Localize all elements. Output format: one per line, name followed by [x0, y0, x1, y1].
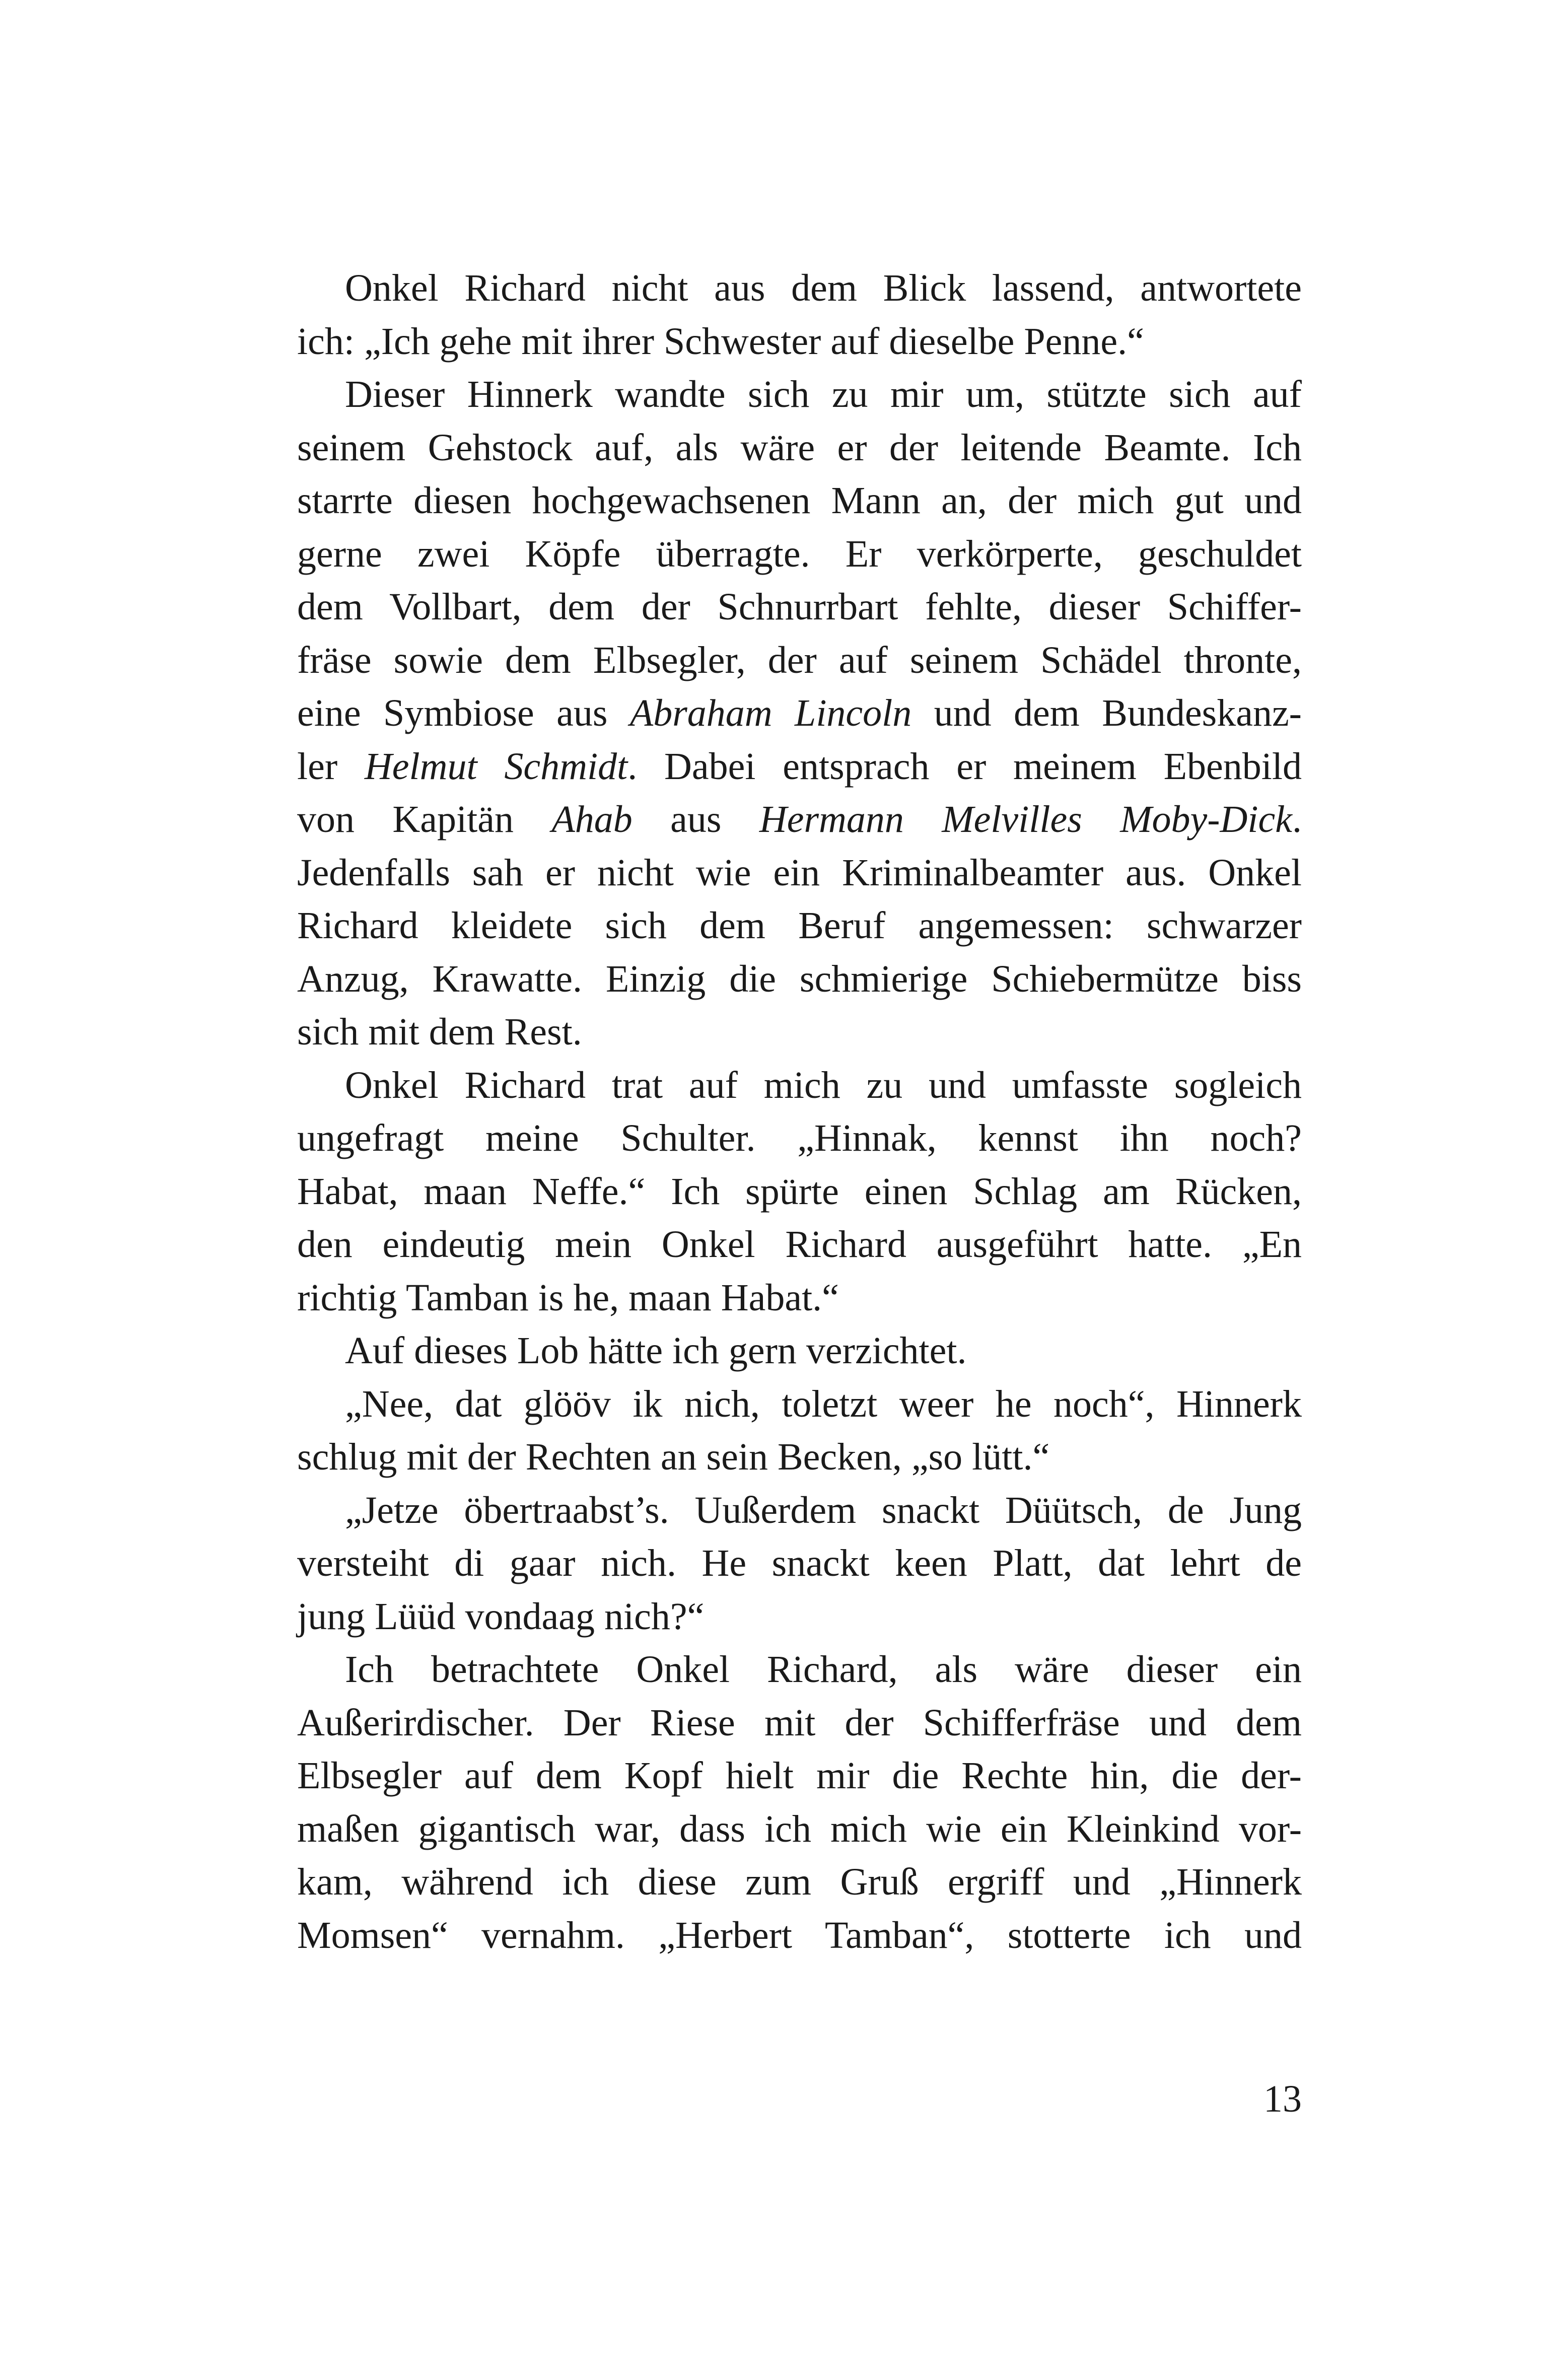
text-run: Onkel Richard nicht aus dem Blick lassend, antwortete [345, 267, 1302, 309]
text-run: Jedenfalls sah er nicht wie ein Kriminalbeamter aus. Onkel [297, 851, 1302, 894]
text-line [297, 422, 1302, 475]
text-run: dem Vollbart, dem der Schnurrbart fehlte, dieser Schiffer- [297, 586, 1302, 628]
text-line [297, 1059, 1302, 1112]
text-line [297, 1431, 1302, 1484]
text-line [297, 1697, 1302, 1750]
paragraph [297, 1484, 1302, 1644]
text-line [297, 581, 1302, 634]
text-line [297, 1378, 1302, 1431]
paragraph [297, 368, 1302, 1059]
text-run: sich mit dem Rest. [297, 1011, 582, 1053]
text-run: den eindeutig mein Onkel Richard ausgeführt hatte. „En [297, 1223, 1302, 1266]
text-line [297, 1484, 1302, 1537]
text-run: fräse sowie dem Elbsegler, der auf seinem Schädel thronte, [297, 639, 1302, 681]
text-line [297, 847, 1302, 900]
text-run: schlug mit der Rechten an sein Becken, „so lütt.“ [297, 1436, 1050, 1478]
text-line [297, 1643, 1302, 1697]
paragraph [297, 1059, 1302, 1325]
text-run: Ich betrachtete Onkel Richard, als wäre dieser ein [345, 1648, 1302, 1691]
italic-text: Helmut Schmidt [364, 745, 628, 788]
body-text [297, 262, 1302, 1962]
text-run: Elbsegler auf dem Kopf hielt mir die Rechte hin, die der- [297, 1755, 1302, 1797]
text-run: aus [632, 798, 759, 841]
text-line [297, 528, 1302, 581]
text-line [297, 1112, 1302, 1165]
text-line [297, 1909, 1302, 1963]
text-run: seinem Gehstock auf, als wäre er der leitende Beamte. Ich [297, 426, 1302, 469]
text-line [297, 1272, 1302, 1325]
text-run: „Jetze öbertraabst’s. Uußerdem snackt Düütsch, de Jung [345, 1489, 1302, 1531]
text-run: von Kapitän [297, 798, 552, 841]
text-line [297, 687, 1302, 740]
text-run: eine Symbiose aus [297, 692, 630, 734]
text-line [297, 368, 1302, 422]
page-number: 13 [1263, 2078, 1302, 2120]
text-run: Momsen“ vernahm. „Herbert Tamban“, stotterte ich und [297, 1914, 1302, 1956]
text-line [297, 1803, 1302, 1856]
text-run: Auf dieses Lob hätte ich gern verzichtet. [345, 1329, 967, 1372]
paragraph [297, 262, 1302, 368]
text-line [297, 953, 1302, 1006]
text-run: Richard kleidete sich dem Beruf angemessen: schwarzer [297, 904, 1302, 947]
paragraph [297, 1643, 1302, 1962]
text-line [297, 1590, 1302, 1644]
text-run: jung Lüüd vondaag nich?“ [297, 1595, 705, 1638]
text-run: Onkel Richard trat auf mich zu und umfasste sogleich [345, 1064, 1302, 1106]
text-line [297, 740, 1302, 794]
text-run: Habat, maan Neffe.“ Ich spürte einen Schlag am Rücken, [297, 1170, 1302, 1213]
text-run: ich: „Ich gehe mit ihrer Schwester auf dieselbe Penne.“ [297, 320, 1144, 363]
text-run: „Nee, dat glööv ik nich, toletzt weer he noch“, Hinnerk [345, 1382, 1302, 1425]
italic-text: Hermann Melvilles Moby-Dick [759, 798, 1293, 841]
text-line [297, 899, 1302, 953]
italic-text: Ahab [551, 798, 632, 841]
text-run: . Dabei entsprach er meinem Ebenbild [627, 745, 1302, 788]
paragraph [297, 1378, 1302, 1484]
text-line [297, 474, 1302, 528]
text-line [297, 1324, 1302, 1378]
text-run: Außerirdischer. Der Riese mit der Schifferfräse und dem [297, 1701, 1302, 1744]
text-run: gerne zwei Köpfe überragte. Er verkörperte, geschuldet [297, 532, 1302, 575]
text-line [297, 634, 1302, 687]
text-line [297, 315, 1302, 369]
text-run: maßen gigantisch war, dass ich mich wie ein Kleinkind vor- [297, 1807, 1302, 1850]
text-line [297, 793, 1302, 847]
text-line [297, 1165, 1302, 1219]
text-run: . [1292, 798, 1302, 841]
paragraph [297, 1324, 1302, 1378]
text-run: Anzug, Krawatte. Einzig die schmierige Schiebermütze biss [297, 957, 1302, 1000]
text-run: ler [297, 745, 365, 788]
italic-text: Abraham Lincoln [629, 692, 912, 734]
text-line [297, 262, 1302, 315]
text-run: und dem Bundeskanz- [911, 692, 1302, 734]
text-run: starrte diesen hochgewachsenen Mann an, der mich gut und [297, 479, 1302, 522]
text-line [297, 1218, 1302, 1272]
text-line [297, 1749, 1302, 1803]
text-run: richtig Tamban is he, maan Habat.“ [297, 1276, 839, 1319]
text-run: kam, während ich diese zum Gruß ergriff und „Hinnerk [297, 1861, 1302, 1903]
text-run: versteiht di gaar nich. He snackt keen Platt, dat lehrt de [297, 1542, 1302, 1584]
text-run: Dieser Hinnerk wandte sich zu mir um, stützte sich auf [345, 373, 1302, 415]
text-run: ungefragt meine Schulter. „Hinnak, kennst ihn noch? [297, 1117, 1302, 1159]
text-line [297, 1537, 1302, 1590]
text-line [297, 1006, 1302, 1059]
text-line [297, 1856, 1302, 1909]
